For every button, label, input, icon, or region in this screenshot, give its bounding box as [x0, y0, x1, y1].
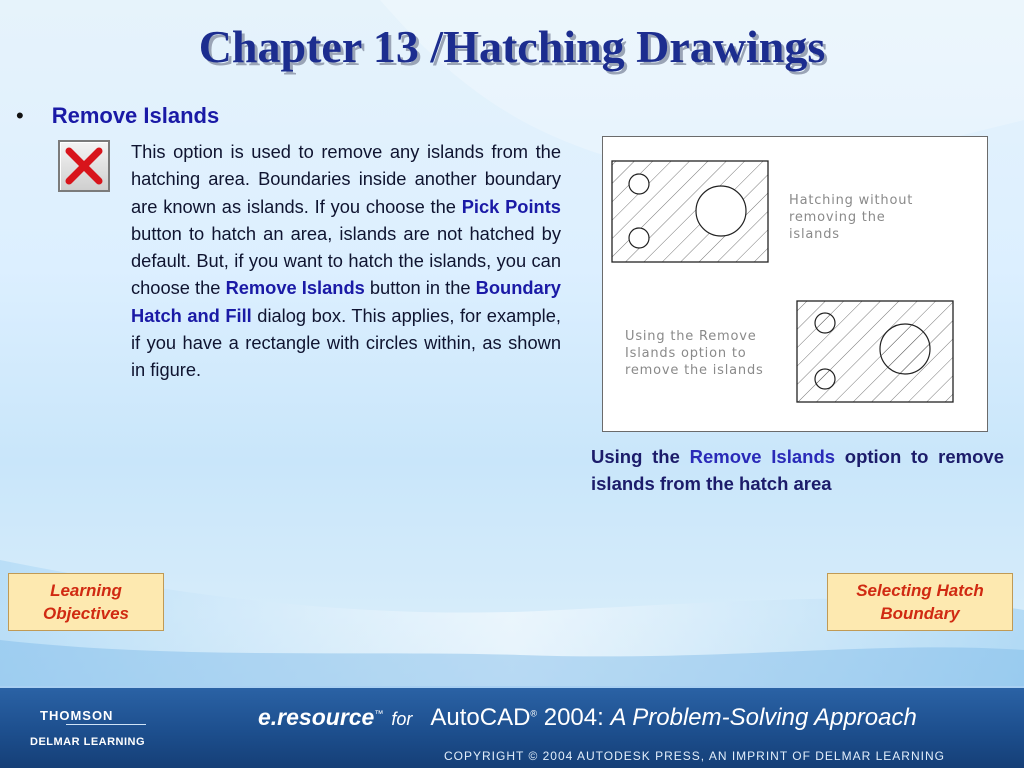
brand-app: AutoCAD	[430, 704, 531, 731]
label-bottom-1: Using the Remove	[625, 329, 757, 344]
figure-caption	[591, 443, 1004, 497]
caption-highlight: Remove Islands	[689, 446, 836, 467]
body-text-4: dialog box. This applies, for example, if you have a rectangle with circles within, as shown in figure.	[131, 304, 561, 381]
caption-pre: Using the	[591, 446, 690, 467]
body-text-3: button in the	[364, 277, 476, 299]
rect-hatched-with-islands	[612, 161, 768, 262]
brand-year: 2004:	[537, 704, 611, 731]
publisher-logo-mark	[66, 724, 146, 725]
nav-left-line1: Learning	[50, 581, 122, 600]
caption-post: option to remove islands from the hatch area	[591, 446, 1004, 494]
product-branding	[258, 704, 917, 732]
label-top-3: islands	[789, 227, 840, 242]
selecting-hatch-boundary-label	[856, 579, 984, 625]
brand-for: for	[391, 709, 413, 729]
hatch-figure	[602, 136, 988, 432]
nav-right-line1: Selecting Hatch	[856, 581, 984, 600]
learning-objectives-label	[43, 579, 129, 625]
remove-islands-term: Remove Islands	[225, 277, 365, 299]
hatch-illustration	[603, 137, 987, 431]
rect-hatched-islands-removed	[797, 301, 953, 402]
label-bottom-2: Islands option to	[625, 346, 747, 361]
nav-left-line2: Objectives	[43, 604, 129, 623]
brand-tm: ™	[374, 708, 384, 719]
slide-title: Chapter 13 /Hatching Drawings	[198, 21, 826, 72]
label-bottom-3: remove the islands	[625, 363, 764, 378]
body-text-1: This option is used to remove any islands from the hatching area. Boundaries inside another boundary are known as islands. If you choose the	[131, 141, 561, 217]
body-text-2: button to hatch an area, islands are not hatched by default. But, if you want to hatch the islands, you can choose the	[131, 222, 561, 299]
learning-objectives-button[interactable]	[8, 573, 164, 631]
label-top-2: removing the	[789, 210, 886, 225]
label-top-1: Hatching without	[789, 193, 914, 208]
selecting-hatch-boundary-button[interactable]	[827, 573, 1013, 631]
boundary-hatch-term: Boundary Hatch and Fill	[131, 277, 561, 326]
brand-subtitle: A Problem-Solving Approach	[610, 704, 917, 731]
copyright-notice: COPYRIGHT © 2004 AUTODESK PRESS, AN IMPRINT OF DELMAR LEARNING	[444, 749, 945, 763]
bullet-label: Remove Islands	[51, 103, 220, 128]
publisher-logo-bottom: DELMAR LEARNING	[30, 736, 146, 748]
footer-bar	[0, 686, 1024, 768]
close-x-icon	[58, 140, 110, 192]
publisher-logo-top: THOMSON	[40, 708, 114, 723]
body-paragraph	[131, 138, 561, 384]
footer-divider	[0, 686, 1024, 688]
close-x-glyph	[60, 142, 108, 190]
brand-eresource: e.resource	[258, 704, 375, 730]
nav-right-line2: Boundary	[880, 604, 960, 623]
bullet-remove-islands	[16, 103, 219, 129]
bullet-dot: •	[16, 103, 24, 128]
brand-reg: ®	[530, 708, 538, 719]
pick-points-term: Pick Points	[461, 195, 561, 217]
